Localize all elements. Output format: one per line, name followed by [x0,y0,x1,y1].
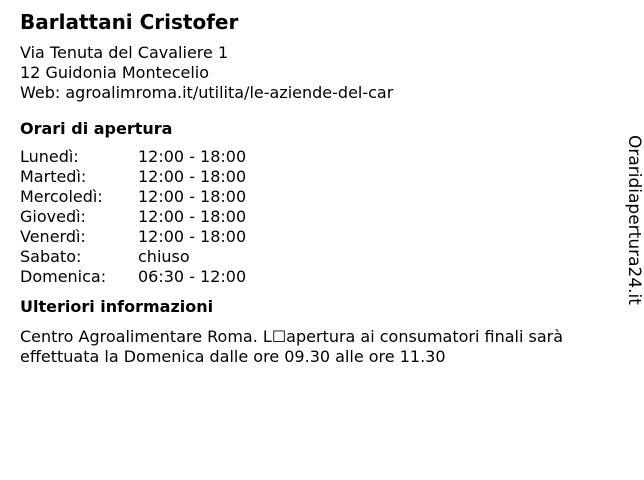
day-label: Martedì: [20,167,87,186]
day-label: Sabato: [20,247,82,266]
day-hours: 12:00 - 18:00 [138,207,247,226]
business-card [20,10,620,367]
further-info-heading: Ulteriori informazioni [20,297,214,316]
day-hours: 12:00 - 18:00 [138,227,247,246]
hours-row-saturday [20,247,246,267]
hours-row-wednesday [20,187,246,207]
site-watermark: Oraridiapertura24.it [624,135,644,305]
opening-hours-table [20,147,246,287]
address-city: 12 Guidonia Montecelio [20,63,210,82]
hours-row-friday [20,227,246,247]
hours-row-sunday [20,267,246,287]
website-line: Web: agroalimroma.it/utilita/le-aziende-del-car [20,83,394,102]
day-label: Lunedì: [20,147,79,166]
day-hours: 12:00 - 18:00 [138,147,247,166]
day-hours: 06:30 - 12:00 [138,267,247,286]
hours-row-tuesday [20,167,246,187]
day-hours: 12:00 - 18:00 [138,187,247,206]
address-street: Via Tenuta del Cavaliere 1 [20,43,229,62]
business-name: Barlattani Cristofer [20,10,239,34]
further-info-text: Centro Agroalimentare Roma. L☐apertura ai consumatori finali sarà effettuata la Domenica dalle ore 09.30 alle ore 11.30 [20,327,564,366]
day-label: Mercoledì: [20,187,103,206]
hours-row-monday [20,147,246,167]
day-label: Giovedì: [20,207,86,226]
day-hours: 12:00 - 18:00 [138,167,247,186]
day-label: Domenica: [20,267,107,286]
day-hours: chiuso [138,247,190,266]
day-label: Venerdì: [20,227,86,246]
opening-hours-heading: Orari di apertura [20,119,173,138]
hours-row-thursday [20,207,246,227]
